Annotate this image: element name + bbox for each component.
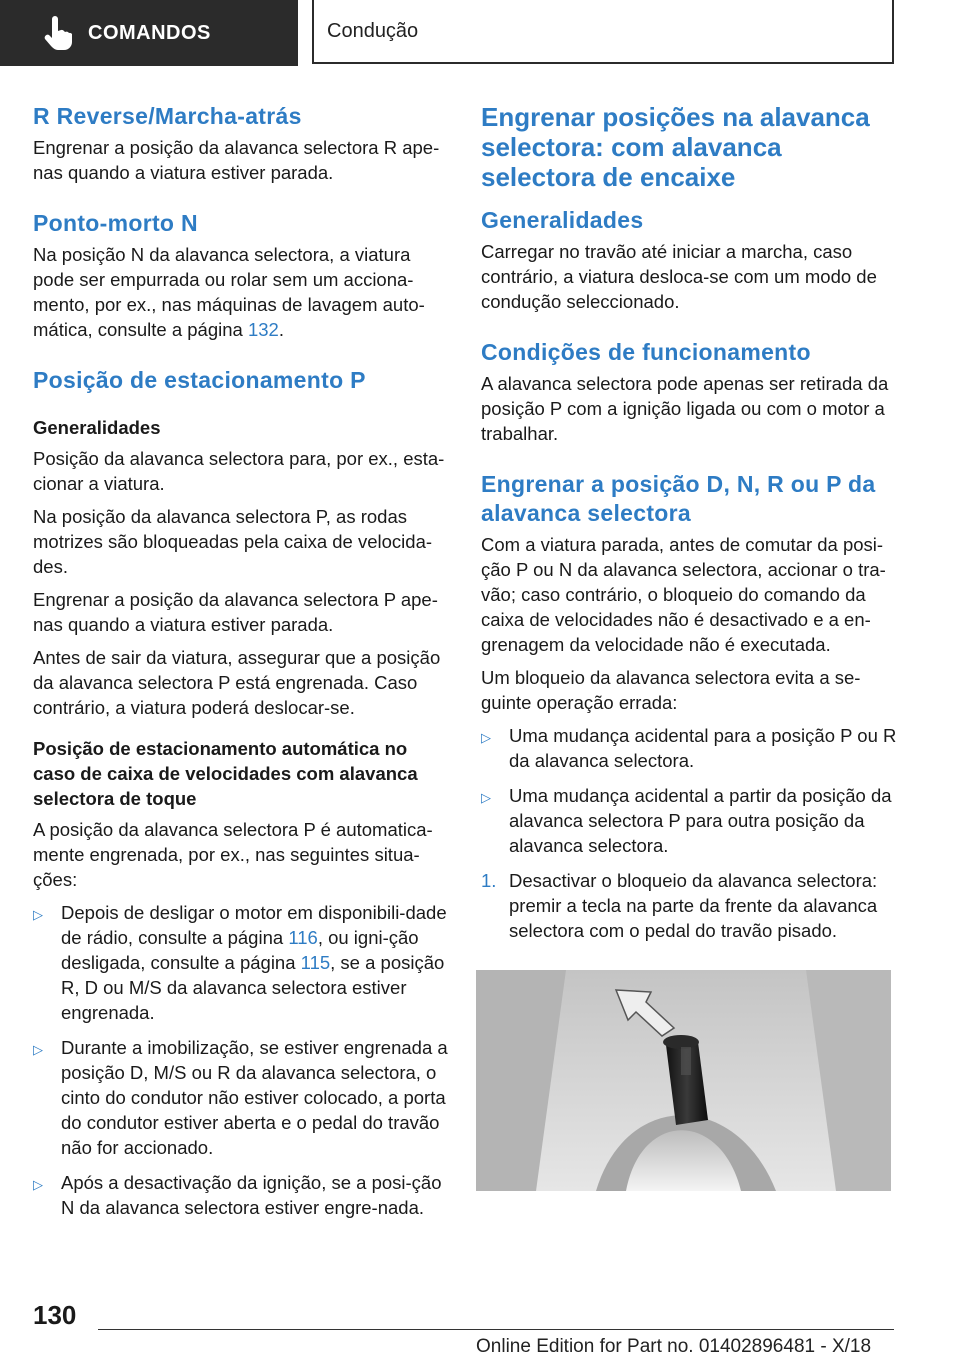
- chapter-label: COMANDOS: [88, 21, 211, 44]
- right-column: [481, 102, 899, 953]
- list-item: ▷ Durante a imobilização, se estiver engrenada a posição D, M/S ou R da alavanca selectora, o cinto do condutor não estiver colocado, a porta do condutor estiver aberta e o pedal do travão não for accionado.: [33, 1037, 448, 1158]
- auto-park-heading: Posição de estacionamento automática no caso de caixa de velocidades com alavanca selectora de toque: [33, 738, 418, 809]
- auto-park-intro: A posição da alavanca selectora P é automatica-mente engrenada, por ex., nas seguintes situa-ções:: [33, 819, 433, 890]
- page-number: 130: [33, 1300, 77, 1330]
- neutral-heading: Ponto-morto N: [33, 210, 198, 236]
- triangle-bullet-icon: ▷: [33, 1177, 43, 1192]
- step-item: 1. Desactivar o bloqueio da alavanca selectora: premir a tecla na parte da frente da alavanca selectora com o pedal do travão pisado.: [481, 870, 878, 941]
- park-heading: Posição de estacionamento P: [33, 367, 366, 393]
- page-link-132[interactable]: 132: [247, 319, 279, 340]
- gear-selector-photo: [476, 970, 891, 1191]
- chapter-tab: [0, 0, 298, 66]
- auto-park-list: [33, 900, 449, 1220]
- triangle-bullet-icon: ▷: [481, 790, 491, 805]
- triangle-bullet-icon: ▷: [33, 1042, 43, 1057]
- list-item: ▷ Depois de desligar o motor em disponibili-dade de rádio, consulte a página 116, ou igni-ção desligada, consulte a página 115, se a posição R, D ou M/S da alavanca selectora estiver engrenada.: [33, 902, 447, 1023]
- reverse-heading: R Reverse/Marcha-atrás: [33, 103, 302, 129]
- conditions-text: A alavanca selectora pode apenas ser retirada da posição P com a ignição ligada ou com o motor a trabalhar.: [481, 373, 889, 444]
- list-item: ▷ Após a desactivação da ignição, se a posi-ção N da alavanca selectora estiver engre-nada.: [33, 1172, 442, 1218]
- conditions-heading: Condições de funcionamento: [481, 339, 811, 365]
- page-link-115[interactable]: 115: [300, 952, 331, 973]
- neutral-text: Na posição N da alavanca selectora, a viatura pode ser empurrada ou rolar sem um acciona-mento, por ex., nas máquinas de lavagem auto-mática, consulte a página 132.: [33, 244, 425, 340]
- step-number: 1.: [481, 870, 497, 891]
- right-general-text: Carregar no travão até iniciar a marcha, caso contrário, a viatura desloca-se com um modo de condução seleccionado.: [481, 241, 877, 312]
- page-link-116[interactable]: 116: [288, 927, 318, 948]
- general-paragraph-2: Na posição da alavanca selectora P, as rodas motrizes são bloqueadas pela caixa de velocida-des.: [33, 506, 433, 577]
- triangle-bullet-icon: ▷: [481, 730, 491, 745]
- list-item: ▷ Uma mudança acidental para a posição P ou R da alavanca selectora.: [481, 725, 897, 771]
- general-heading: Generalidades: [33, 417, 161, 438]
- left-column: [33, 102, 449, 1230]
- footer-rule: [98, 1329, 894, 1330]
- triangle-bullet-icon: ▷: [33, 907, 43, 922]
- edition-note: Online Edition for Part no. 01402896481 - X/18: [476, 1336, 872, 1357]
- engage-paragraph-1: Com a viatura parada, antes de comutar da posi-ção P ou N da alavanca selectora, accionar o tra-vão; caso contrário, o bloqueio do comando da caixa de velocidades não é desactivado e a en-grenagem da velocidade não é executada.: [481, 534, 886, 655]
- general-paragraph-4: Antes de sair da viatura, assegurar que a posição da alavanca selectora P está engrenada. Caso contrário, a viatura poderá deslocar-se.: [33, 647, 441, 718]
- right-general-heading: Generalidades: [481, 207, 644, 233]
- engage-paragraph-2: Um bloqueio da alavanca selectora evita a se-guinte operação errada:: [481, 667, 861, 713]
- general-paragraph-3: Engrenar a posição da alavanca selectora P ape-nas quando a viatura estiver parada.: [33, 589, 438, 635]
- reverse-text: Engrenar a posição da alavanca selectora R ape-nas quando a viatura estiver parada.: [33, 137, 440, 183]
- section-title: Condução: [327, 19, 419, 42]
- main-heading: Engrenar posições na alavanca selectora: com alavanca selectora de encaixe: [481, 102, 870, 192]
- engage-heading: Engrenar a posição D, N, R ou P da alavanca selectora: [481, 471, 876, 526]
- general-paragraph-1: Posição da alavanca selectora para, por ex., esta-cionar a viatura.: [33, 448, 445, 494]
- hand-pointer-icon: [42, 15, 76, 51]
- engage-list: [481, 723, 899, 858]
- section-header: [312, 0, 894, 64]
- steps-list: [481, 868, 899, 943]
- list-item: ▷ Uma mudança acidental a partir da posição da alavanca selectora P para outra posição da alavanca selectora.: [481, 785, 892, 856]
